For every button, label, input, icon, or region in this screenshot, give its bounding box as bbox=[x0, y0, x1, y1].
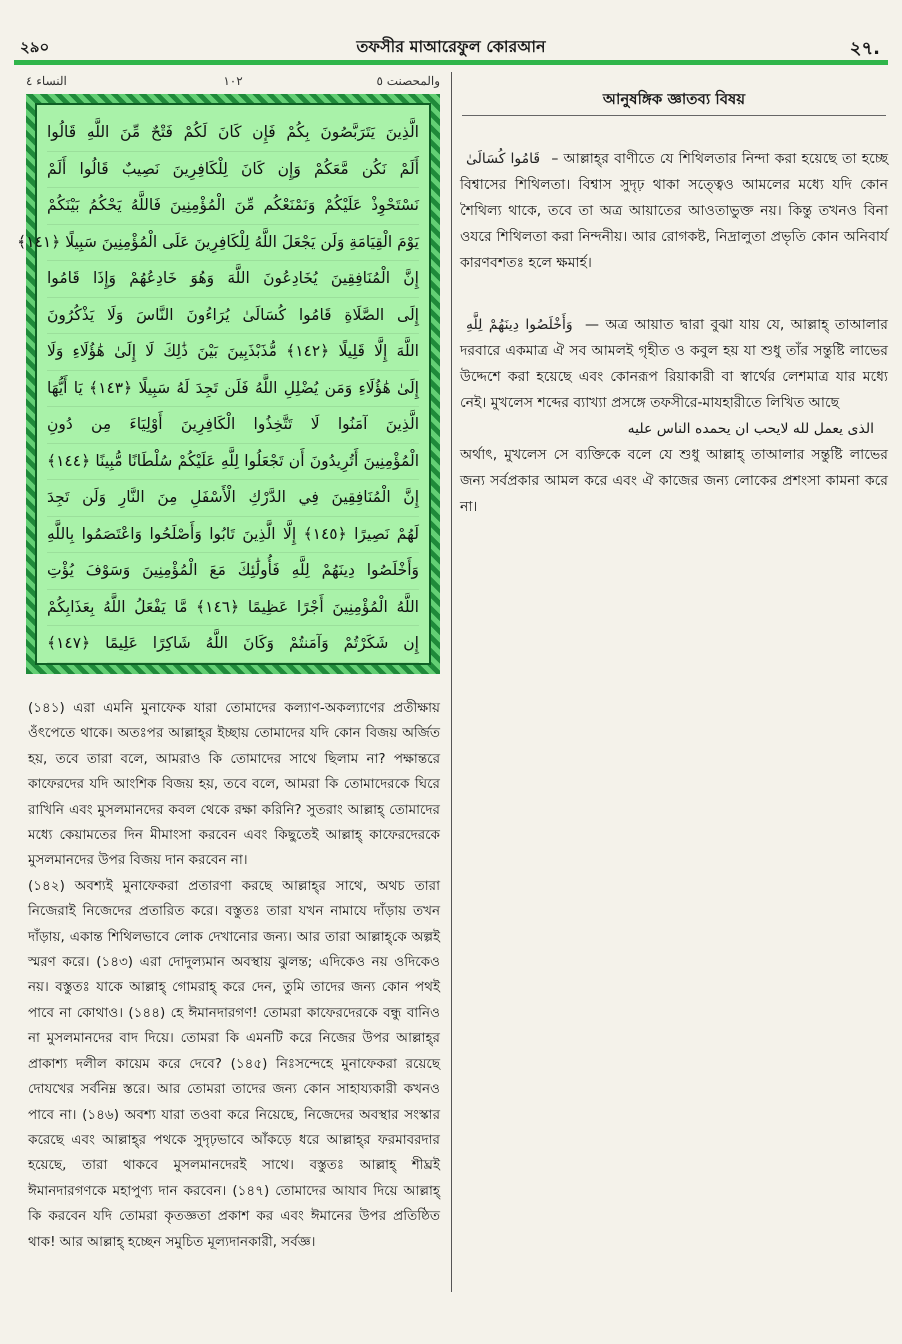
heading-rule bbox=[462, 115, 886, 116]
juz-label: والمحصنت ٥ bbox=[376, 74, 440, 88]
section-heading: আনুষঙ্গিক জ্ঞাতব্য বিষয় bbox=[602, 90, 746, 108]
quran-line: إِلَى الصَّلَاةِ قَامُوا كُسَالَىٰ يُرَاءُونَ النَّاسَ وَلَا يَذْكُرُونَ bbox=[47, 298, 419, 335]
quran-line: الَّذِينَ يَتَرَبَّصُونَ بِكُمْ فَإِن كَانَ لَكُمْ فَتْحٌ مِّنَ اللَّهِ قَالُوا bbox=[47, 115, 419, 152]
quran-line: لَهُمْ نَصِيرًا ﴿١٤٥﴾ إِلَّا الَّذِينَ تَابُوا وَأَصْلَحُوا وَاعْتَصَمُوا بِاللَّهِ bbox=[47, 517, 419, 554]
commentary-note-1 bbox=[460, 146, 888, 276]
quran-line: إِنَّ الْمُنَافِقِينَ فِي الدَّرْكِ الْأَسْفَلِ مِنَ النَّارِ وَلَن تَجِدَ bbox=[47, 480, 419, 517]
arabic-quote: الذى يعمل لله لايحب ان يحمده الناس عليه bbox=[627, 421, 874, 437]
translation-paragraph: (১৪২) অবশ্যই মুনাফেকরা প্রতারণা করছে আল্লাহ্‌র সাথে, অথচ তারা নিজেরাই নিজেদের প্রতারিত করে। বস্তুতঃ তারা যখন নামাযে দাঁড়ায় তখন দাঁড়ায়, একান্ত শিথিলভাবে লোক দেখানোর জন্য। আর তারা আল্লাহ্‌কে অল্পই স্মরণ করে। (১৪৩) এরা দোদুল্যমান অবস্থায় ঝুলন্ত; এদিকেও নয় ওদিকেও নয়। বস্তুতঃ যাকে আল্লাহ্‌ গোমরাহ্‌ করে দেন, তুমি তাদের জন্য কোন পথই পাবে না কোথাও। (১৪৪) হে ঈমানদারগণ! তোমরা কাফেরদেরকে বন্ধু বানিও না মুসলমানদের বাদ দিয়ে। তোমরা কি এমনটি করে নিজের উপর আল্লাহ্‌র প্রাকাশ্য দলীল কায়েম করে দেবে? (১৪৫) নিঃসন্দেহে মুনাফেকরা রয়েছে দোযখের সর্বনিম্ন স্তরে। আর তোমরা তাদের জন্য কোন সাহায্যকারী কখনও পাবে না। (১৪৬) অবশ্য যারা তওবা করে নিয়েছে, নিজেদের অবস্থার সংস্কার করেছে এবং আল্লাহ্‌র পথকে সুদৃঢ়ভাবে আঁকড়ে ধরে আল্লাহ্‌র ফরমাবরদার হয়েছে, তারা থাকবে মুসলমানদেরই সাথে। বস্তুতঃ আল্লাহ্‌ শীঘ্রই ঈমানদারগণকে মহাপুণ্য দান করবেন। (১৪৭) তোমাদের আযাব দিয়ে আল্লাহ্‌ কি করবেন যদি তোমরা কৃতজ্ঞতা প্রকাশ কর এবং ঈমানের উপর প্রতিষ্ঠিত থাক! আর আল্লাহ্‌ হচ্ছেন সমুচিত মূল্যদানকারী, সর্বজ্ঞ। bbox=[28, 877, 440, 1250]
arabic-phrase: قَامُوا كُسَالَىٰ bbox=[466, 151, 541, 167]
note-text-continued: অর্থাৎ, মুখলেস সে ব্যক্তিকে বলে যে শুধু আল্লাহ্‌ তাআলার সন্তুষ্টি লাভের জন্য সর্বপ্রকার আমল করে এবং ঐ কাজের জন্য লোকের প্রশংসা কামনা করে না। bbox=[460, 447, 888, 515]
quran-line: الْمُؤْمِنِينَ أَتُرِيدُونَ أَن تَجْعَلُوا لِلَّهِ عَلَيْكُمْ سُلْطَانًا مُّبِينًا ﴿١٤٤﴾ bbox=[47, 444, 419, 481]
mushaf-page-number: ١٠٢ bbox=[223, 74, 243, 88]
translation-text bbox=[28, 696, 440, 1255]
mushaf-frame bbox=[17, 94, 440, 674]
section-number: ২৭. bbox=[849, 38, 880, 59]
note-text: — অত্র আয়াত দ্বারা বুঝা যায় যে, আল্লাহ্‌ তাআলার দরবারে একমাত্র ঐ সব আমলই গৃহীত ও কবুল হয় যা শুধু তাঁর সন্তুষ্টি লাভের উদ্দেশে করা হয়েছে এবং কোনরূপ রিয়াকারী বা স্বার্থের লেশমাত্র যার মধ্যে নেই। মুখলেস শব্দের ব্যাখ্যা প্রসঙ্গে তফসীরে-মাযহারীতে লিখিত আছে bbox=[460, 317, 888, 411]
surah-label: النساء ٤ bbox=[26, 74, 67, 88]
quran-line: إِلَىٰ هَٰؤُلَاءِ وَمَن يُضْلِلِ اللَّهُ فَلَن تَجِدَ لَهُ سَبِيلًا ﴿١٤٣﴾ يَا أَيُّهَا bbox=[47, 371, 419, 408]
book-title: তফসীর মাআরেফুল কোরআন bbox=[356, 37, 546, 56]
translation-paragraph: (১৪১) এরা এমনি মুনাফেক যারা তোমাদের কল্যাণ-অকল্যাণের প্রতীক্ষায় ওঁৎপেতে থাকে। অতঃপর আল্লাহ্‌র ইচ্ছায় তোমাদের যদি কোন বিজয় অর্জিত হয়, তবে তারা বলে, আমরাও কি তোমাদের সাথে ছিলাম না? পক্ষান্তরে কাফেরদের যদি আংশিক বিজয় হয়, তবে বলে, আমরা কি তোমাদেরকে ঘিরে রাখিনি এবং মুসলমানদের কবল থেকে রক্ষা করিনি? সুতরাং আল্লাহ্‌ তোমাদের মধ্যে কেয়ামতের দিন মীমাংসা করবেন এবং কিছুতেই আল্লাহ্‌ কাফেরদেরকে মুসলমানদের উপর বিজয় দান করবেন না। bbox=[28, 700, 440, 869]
quran-line: أَلَمْ نَكُن مَّعَكُمْ وَإِن كَانَ لِلْكَافِرِينَ نَصِيبٌ قَالُوا أَلَمْ bbox=[47, 152, 419, 189]
quran-line: الَّذِينَ آمَنُوا لَا تَتَّخِذُوا الْكَافِرِينَ أَوْلِيَاءَ مِن دُونِ bbox=[47, 407, 419, 444]
column-divider bbox=[451, 72, 452, 1292]
header-rule bbox=[14, 60, 888, 65]
page-number: ২৯০ bbox=[20, 38, 50, 56]
mushaf-meta bbox=[26, 74, 440, 92]
quran-line: إِن شَكَرْتُمْ وَآمَنتُمْ وَكَانَ اللَّهُ شَاكِرًا عَلِيمًا ﴿١٤٧﴾ bbox=[47, 626, 419, 663]
quran-line: اللَّهَ إِلَّا قَلِيلًا ﴿١٤٢﴾ مُّذَبْذَبِينَ بَيْنَ ذَٰلِكَ لَا إِلَىٰ هَٰؤُلَاءِ وَلَا bbox=[47, 334, 419, 371]
quran-line: وَأَخْلَصُوا دِينَهُمْ لِلَّهِ فَأُولَٰئِكَ مَعَ الْمُؤْمِنِينَ وَسَوْفَ يُؤْتِ bbox=[47, 553, 419, 590]
quran-line: اللَّهُ الْمُؤْمِنِينَ أَجْرًا عَظِيمًا ﴿١٤٦﴾ مَّا يَفْعَلُ اللَّهُ بِعَذَابِكُمْ bbox=[47, 590, 419, 627]
arabic-phrase: وَأَخْلَصُوا دِينَهُمْ لِلَّهِ bbox=[466, 317, 573, 333]
note-text: – আল্লাহ্‌র বাণীতে যে শিথিলতার নিন্দা করা হয়েছে তা হচ্ছে বিশ্বাসের শিথিলতা। বিশ্বাস সুদৃঢ় থাকা সত্ত্বেও আমলের মধ্যে যদি কোন শৈথিল্য থাকে, তবে তা অত্র আয়াতের আওতাভুক্ত নয়। কিন্তু তখনও বিনা ওযরে শিথিলতা করা নিন্দনীয়। আর রোগকষ্ট, নিদ্রালুতা প্রভৃতি কোন অনিবার্য কারণবশতঃ হলে ক্ষমার্হ। bbox=[460, 151, 888, 271]
quran-line: يَوْمَ الْقِيَامَةِ وَلَن يَجْعَلَ اللَّهُ لِلْكَافِرِينَ عَلَى الْمُؤْمِنِينَ سَبِيلًا ﴿١٤١﴾ bbox=[47, 225, 419, 262]
quran-line: إِنَّ الْمُنَافِقِينَ يُخَادِعُونَ اللَّهَ وَهُوَ خَادِعُهُمْ وَإِذَا قَامُوا bbox=[47, 261, 419, 298]
commentary-note-2 bbox=[460, 312, 888, 520]
quran-line: نَسْتَحْوِذْ عَلَيْكُمْ وَنَمْنَعْكُم مِّنَ الْمُؤْمِنِينَ فَاللَّهُ يَحْكُمُ بَيْنَكُمْ bbox=[47, 188, 419, 225]
quran-text-block bbox=[17, 103, 431, 665]
page-header bbox=[14, 30, 888, 60]
